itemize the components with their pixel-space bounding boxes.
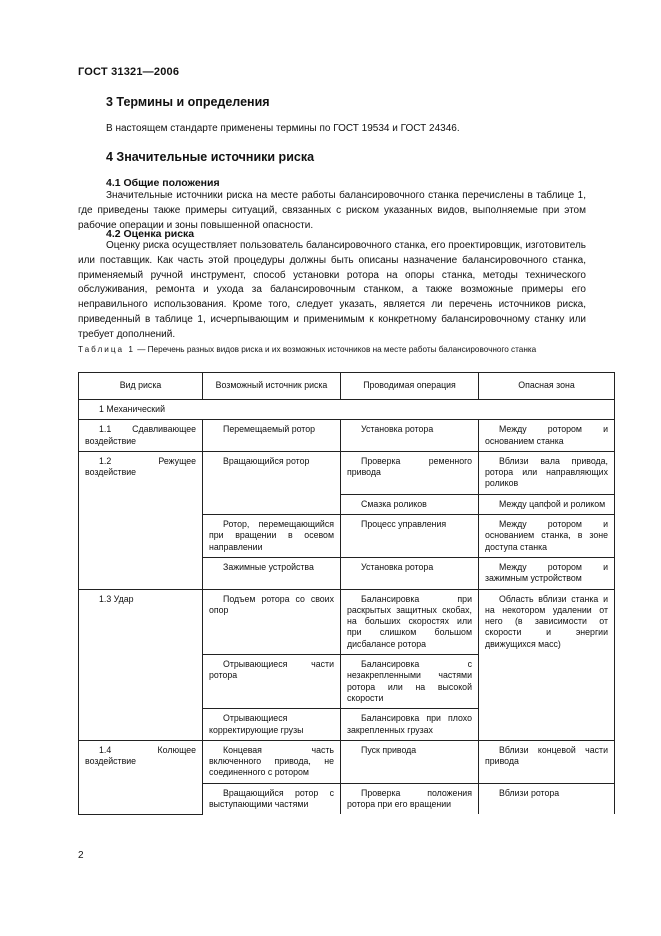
table-label: Таблица 1 <box>78 345 135 354</box>
source-cell: Отрывающиеся части ротора <box>203 655 341 709</box>
group-mechanical: 1 Механический <box>79 400 615 420</box>
subsection-4-1-text: Значительные источники риска на месте работы балансировочного станка перечислены в таблице 1, где приведены также примеры ситуаций, связанных с риском указанных видов, выполняемые при этом рабочие операции и зоны повышенной опасности. <box>78 190 586 231</box>
source-cell: Вращающийся ротор с выступающими частями <box>203 783 341 814</box>
risk-table <box>78 372 615 815</box>
operation-cell: Проверка положения ротора при его вращении <box>341 783 479 814</box>
operation-cell: Смазка роликов <box>341 494 479 514</box>
risk-1-4: 1.4 Колющее воздействие <box>79 740 203 814</box>
zone-cell: Вблизи вала привода, ротора или направляющих роликов <box>479 451 615 494</box>
zone-cell: Вблизи ротора <box>479 783 615 814</box>
operation-cell: Балансировка при плохо закрепленных грузах <box>341 709 479 741</box>
col-header-zone: Опасная зона <box>479 373 615 400</box>
risk-1-1: 1.1 Сдавливающее воздействие <box>79 420 203 452</box>
risk-1-3: 1.3 Удар <box>79 589 203 740</box>
table-row <box>79 420 615 452</box>
table-caption <box>78 344 618 356</box>
table-row <box>79 400 615 420</box>
subsection-4-2-title: 4.2 Оценка риска <box>106 228 195 240</box>
zone-cell: Область вблизи станка и на некотором удалении от него (в зависимости от скорости и энергии движущихся масс) <box>479 589 615 740</box>
col-header-risk: Вид риска <box>79 373 203 400</box>
zone-cell: Между ротором и зажимным устройством <box>479 557 615 589</box>
zone-cell: Между ротором и основанием станка, в зоне доступа станка <box>479 515 615 558</box>
operation-cell: Балансировка с незакрепленными частями ротора или на высокой скорости <box>341 655 479 709</box>
operation-cell: Установка ротора <box>341 420 479 452</box>
page-number: 2 <box>78 850 84 861</box>
operation-cell: Балансировка при раскрытых защитных скобах, на больших скоростях или при слишком большом дисбалансе ротора <box>341 589 479 654</box>
doc-header: ГОСТ 31321—2006 <box>78 66 180 78</box>
risk-1-2: 1.2 Режущее воздействие <box>79 451 203 589</box>
source-cell: Ротор, перемещающийся при вращении в осевом направлении <box>203 515 341 558</box>
zone-cell: Между ротором и основанием станка <box>479 420 615 452</box>
section-4-title: 4 Значительные источники риска <box>106 150 315 164</box>
col-header-operation: Проводимая операция <box>341 373 479 400</box>
operation-cell: Процесс управления <box>341 515 479 558</box>
source-cell: Концевая часть включенного привода, не соединенного с ротором <box>203 740 341 783</box>
operation-cell: Установка ротора <box>341 557 479 589</box>
table-row <box>79 740 615 783</box>
source-cell: Подъем ротора со своих опор <box>203 589 341 654</box>
operation-cell: Проверка ременного привода <box>341 451 479 494</box>
subsection-4-1-title: 4.1 Общие положения <box>106 177 220 189</box>
subsection-4-2-text: Оценку риска осуществляет пользователь балансировочного станка, его проектировщик, изготовитель или поставщик. Как часть этой процедуры должны быть описаны назначение балансировочного станка, применяемый ручной инструмент, способ установки ротора на опоры станка, методы технического обслуживания, ремонта и ухода за балансировочным станком, а также возможные примеры его неправильного использования. Кроме того, следует указать, является ли перечень источников риска, приведенный в таблице 1, исчерпывающим и применимым к конкретному балансировочному станку или требует дополнений. <box>78 240 586 340</box>
section-3-title: 3 Термины и определения <box>106 95 270 109</box>
zone-cell: Вблизи концевой части привода <box>479 740 615 783</box>
table-row <box>79 451 615 494</box>
table-header-row <box>79 373 615 400</box>
source-cell: Перемещаемый ротор <box>203 420 341 452</box>
table-caption-text: — Перечень разных видов риска и их возможных источников на месте работы балансировочного станка <box>134 345 537 354</box>
source-cell: Вращающийся ротор <box>203 451 341 514</box>
source-cell: Зажимные устройства <box>203 557 341 589</box>
col-header-source: Возможный источник риска <box>203 373 341 400</box>
source-cell: Отрывающиеся корректирующие грузы <box>203 709 341 741</box>
operation-cell: Пуск привода <box>341 740 479 783</box>
zone-cell: Между цапфой и роликом <box>479 494 615 514</box>
section-3-text: В настоящем стандарте применены термины по ГОСТ 19534 и ГОСТ 24346. <box>106 123 460 134</box>
table-row <box>79 589 615 654</box>
